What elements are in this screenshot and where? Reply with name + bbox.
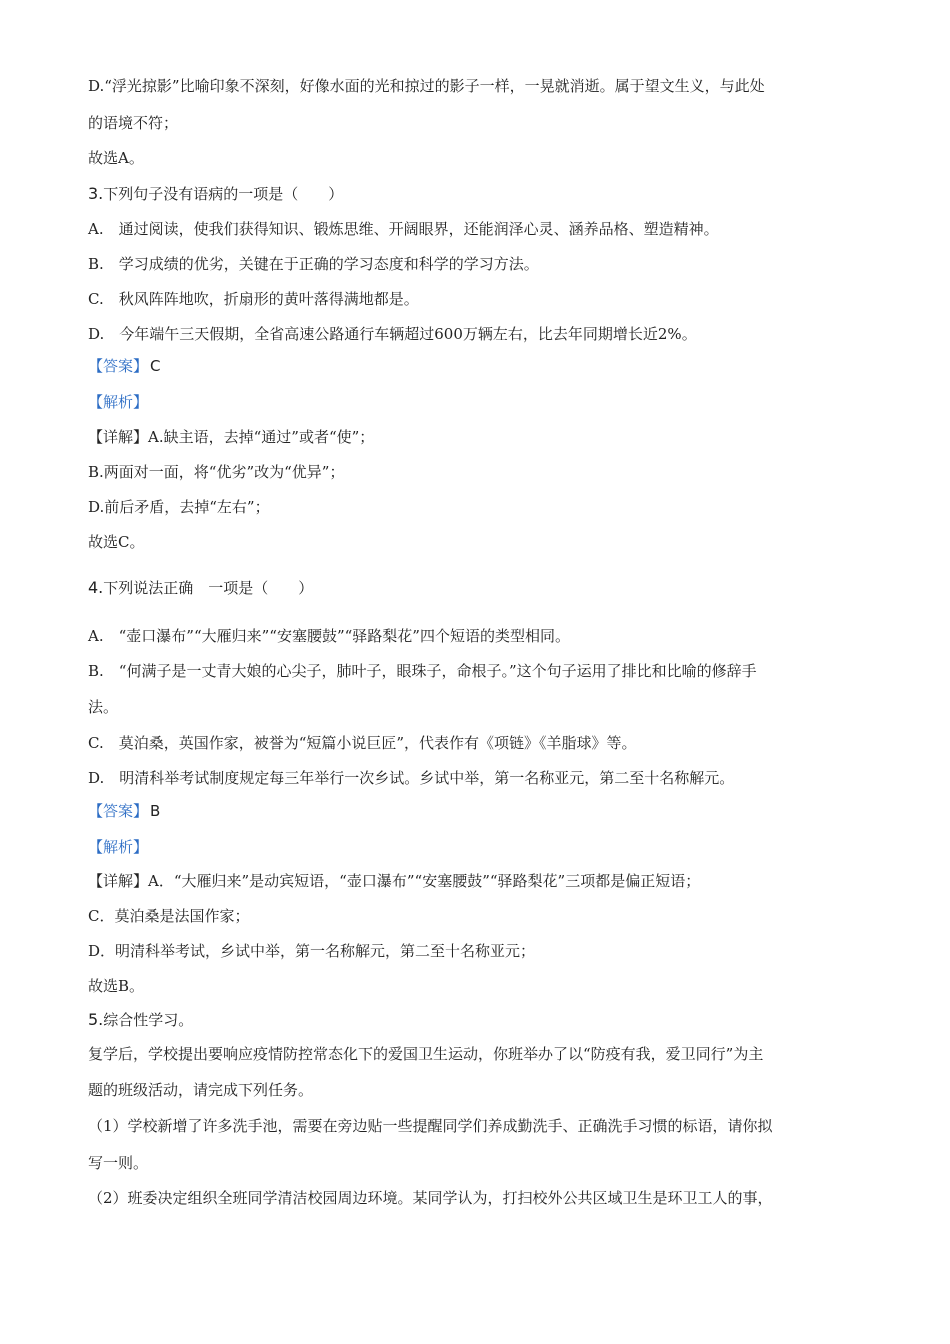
prev-option-d-explanation-line2: 的语境不符； (88, 114, 179, 132)
question-4-detail-a (88, 871, 878, 891)
detail-label: 【详解】 (88, 428, 149, 446)
question-5-stem (88, 1010, 878, 1030)
question-3-option-c: C. 秋风阵阵地吹，折扇形的黄叶落得满地都是。 (88, 290, 419, 308)
question-3-detail-b: B.两面对一面，将“优劣”改为“优异”； (88, 463, 345, 481)
question-3-conclusion: 故选C。 (88, 533, 145, 551)
question-text: 综合性学习。 (103, 1011, 194, 1029)
question-number: 5. (88, 1010, 104, 1029)
question-3-answer (88, 356, 878, 376)
detail-text: A．“大雁归来”是动宾短语，“壶口瀑布”“安塞腰鼓”“驿路梨花”三项都是偏正短语； (148, 872, 701, 890)
question-4-analysis-label (88, 837, 878, 857)
question-text: 下列句子没有语病的一项是（ ） (103, 185, 344, 203)
question-4-option-b-line1: B. “何满子是一丈青大娘的心尖子，肺叶子，眼珠子，命根子。”这个句子运用了排比和比喻的修辞手 (88, 662, 757, 680)
detail-label: 【详解】 (88, 872, 149, 890)
question-3-option-d: D. 今年端午三天假期，全省高速公路通行车辆超过600万辆左右，比去年同期增长近2%。 (88, 325, 697, 343)
answer-label: 【答案】 (88, 802, 149, 820)
question-5-task1-line1: （1）学校新增了许多洗手池，需要在旁边贴一些提醒同学们养成勤洗手、正确洗手习惯的标语，请你拟 (88, 1117, 773, 1135)
analysis-label: 【解析】 (88, 393, 149, 411)
question-5-intro-line2: 题的班级活动，请完成下列任务。 (88, 1081, 314, 1099)
question-4-conclusion: 故选B。 (88, 977, 145, 995)
question-number: 4. (88, 578, 104, 597)
question-3-detail-d: D.前后矛盾，去掉“左右”； (88, 498, 270, 516)
question-4-option-b-line2: 法。 (88, 698, 119, 716)
prev-option-d-explanation-line1: D.“浮光掠影”比喻印象不深刻，好像水面的光和掠过的影子一样，一晃就消逝。属于望文生义，与此处 (88, 77, 765, 95)
question-4-option-a: A. “壶口瀑布”“大雁归来”“安塞腰鼓”“驿路梨花”四个短语的类型相同。 (88, 627, 570, 645)
answer-label: 【答案】 (88, 357, 149, 375)
detail-text: A.缺主语，去掉“通过”或者“使”； (148, 428, 375, 446)
question-3-option-b: B. 学习成绩的优劣，关键在于正确的学习态度和科学的学习方法。 (88, 255, 539, 273)
question-3-analysis-label (88, 392, 878, 412)
question-4-detail-d: D．明清科举考试，乡试中举，第一名称解元，第二至十名称亚元； (88, 942, 536, 960)
question-text: 下列说法正确 一项是（ ） (103, 579, 314, 597)
analysis-label: 【解析】 (88, 838, 149, 856)
question-4-detail-c: C．莫泊桑是法国作家； (88, 907, 250, 925)
question-3-detail-a (88, 427, 878, 447)
question-4-option-c: C. 莫泊桑，英国作家，被誉为“短篇小说巨匠”，代表作有《项链》《羊脂球》等。 (88, 734, 637, 752)
question-number: 3. (88, 184, 104, 203)
question-5-task1-line2: 写一则。 (88, 1154, 149, 1172)
question-4-stem (88, 578, 878, 598)
question-3-option-a: A. 通过阅读，使我们获得知识、锻炼思维、开阔眼界，还能润泽心灵、涵养品格、塑造精神。 (88, 220, 719, 238)
answer-value: B (150, 802, 161, 820)
question-4-option-d: D. 明清科举考试制度规定每三年举行一次乡试。乡试中举，第一名称亚元，第二至十名称解元。 (88, 769, 735, 787)
answer-value: C (150, 357, 161, 375)
question-5-intro-line1: 复学后，学校提出要响应疫情防控常态化下的爱国卫生运动，你班举办了以“防疫有我，爱卫同行”为主 (88, 1045, 764, 1063)
question-4-answer (88, 801, 878, 821)
question-5-task2-line1: （2）班委决定组织全班同学清洁校园周边环境。某同学认为，打扫校外公共区域卫生是环卫工人的事， (88, 1189, 773, 1207)
prev-conclusion: 故选A。 (88, 149, 144, 167)
question-3-stem (88, 184, 878, 204)
